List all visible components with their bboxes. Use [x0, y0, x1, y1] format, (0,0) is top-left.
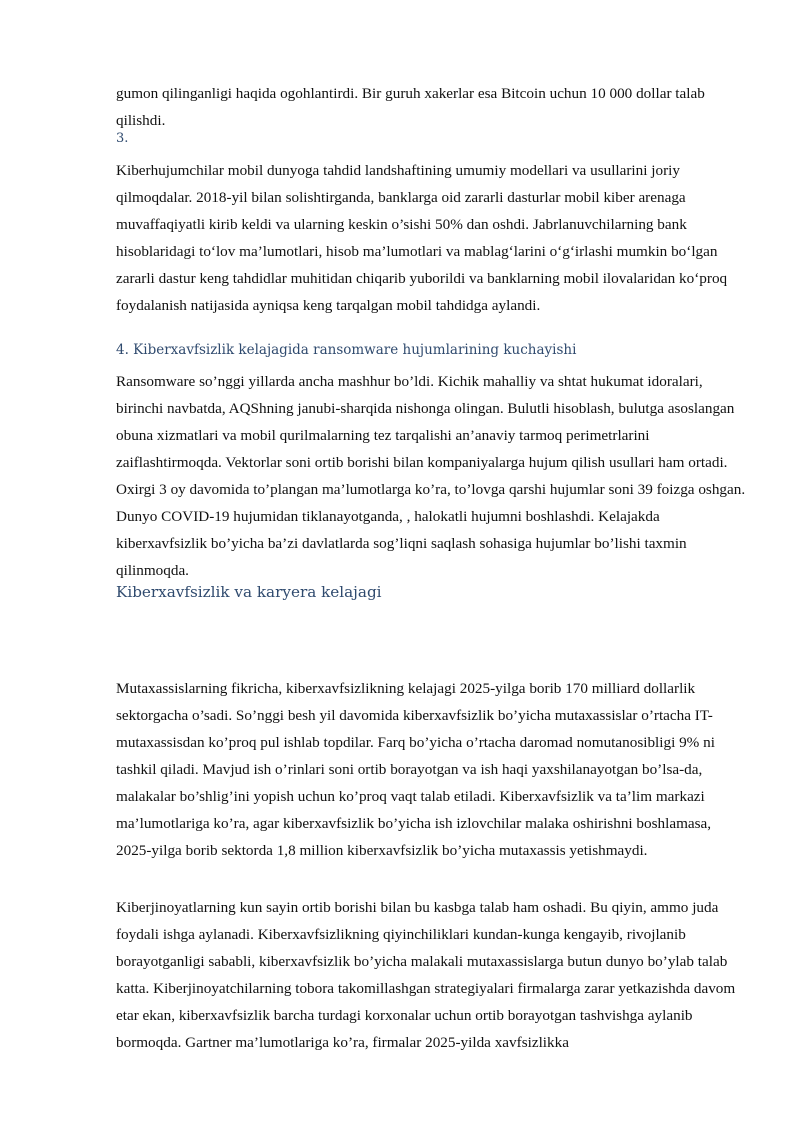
list-number: 3. [116, 131, 129, 146]
paragraph-intro-tail: gumon qilinganligi haqida ogohlantirdi. Bir guruh xakerlar esa Bitcoin uchun 10 000 dollar talab qilishdi. [116, 85, 705, 129]
paragraph-career-outlook: Mutaxassislarning fikricha, kiberxavfsizlikning kelajagi 2025-yilga borib 170 milliard dollarlik sektorgacha o’sadi. So’nggi besh yil davomida kiberxavfsizlik bo’yicha mutaxassislar o’rtacha IT-mutaxassisdan ko’proq pul ishlab topdilar. Farq bo’yicha o’rtacha daromad nomutanosibligi 9% ni tashkil qiladi. Mavjud ish o’rinlari soni ortib borayotgan va ish haqi yaxshilanayotgan bo’lsa-da, malakalar bo’shlig’ini yopish uchun ko’proq vaqt talab etiladi. Kiberxavfsizlik va ta’lim markazi ma’lumotlariga ko’ra, agar kiberxavfsizlik bo’yicha ish izlovchilar malaka oshirishni boshlamasa, 2025-yilga borib sektorda 1,8 million kiberxavfsizlik bo’yicha mutaxassis yetishmaydi. [116, 680, 715, 859]
paragraph-ransomware: Ransomware so’nggi yillarda ancha mashhur bo’ldi. Kichik mahalliy va shtat hukumat idoralari, birinchi navbatda, AQShning janubi-sharqida nishonga olingan. Bulutli hisoblash, bulutga asoslangan obuna xizmatlari va mobil qurilmalarning tez tarqalishi an’anaviy tarmoq perimetrlarini zaiflashtirmoqda. Vektorlar soni ortib borishi bilan kompaniyalarga hujum qilish usullari ham ortadi. Oxirgi 3 oy davomida to’plangan ma’lumotlarga ko’ra, to’lovga qarshi hujumlar soni 39 foizga oshgan. Dunyo COVID-19 hujumidan tiklanayotganda, , halokatli hujumni boshlashdi. Kelajakda kiberxavfsizlik bo’yicha ba’zi davlatlarda sog’liqni saqlash sohasiga hujumlar bo’lishi taxmin qilinmoqda. [116, 373, 746, 579]
paragraph-career-demand: Kiberjinoyatlarning kun sayin ortib borishi bilan bu kasbga talab ham oshadi. Bu qiyin, ammo juda foydali ishga aylanadi. Kiberxavfsizlikning qiyinchiliklari kundan-kunga kengayib, rivojlanib borayotganligi sababli, kiberxavfsizlik bo’yicha malakali mutaxassislarga butun dunyo bo’ylab talab katta. Kiberjinoyatchilarning tobora takomillashgan strategiyalari firmalarga zarar yetkazishda davom etar ekan, kiberxavfsizlik barcha turdagi korxonalar uchun ortib borayotgan tashvishga aylanib bormoqda. Gartner ma’lumotlariga ko’ra, firmalar 2025-yilda xavfsizlikka [116, 899, 736, 1051]
section-heading-ransomware: 4. Kiberxavfsizlik kelajagida ransomware hujumlarining kuchayishi [116, 342, 577, 358]
section-heading-career: Kiberxavfsizlik va karyera kelajagi [116, 583, 382, 601]
paragraph-mobile-threats: Kiberhujumchilar mobil dunyoga tahdid landshaftining umumiy modellari va usullarini joriy qilmoqdalar. 2018-yil bilan solishtirganda, banklarga oid zararli dasturlar mobil kiber arenaga muvaffaqiyatli kirib keldi va ularning keskin o’sishi 50% dan oshdi. Jabrlanuvchilarning bank hisoblaridagi to‘lov ma’lumotlari, hisob ma’lumotlari va mablag‘larini o‘g‘irlashi mumkin bo‘lgan zararli dastur keng tahdidlar muhitidan chiqarib yuborildi va banklarning mobil ilovalaridan ko‘proq foydalanish natijasida ayniqsa keng tarqalgan mobil tahdidga aylandi. [116, 162, 728, 314]
